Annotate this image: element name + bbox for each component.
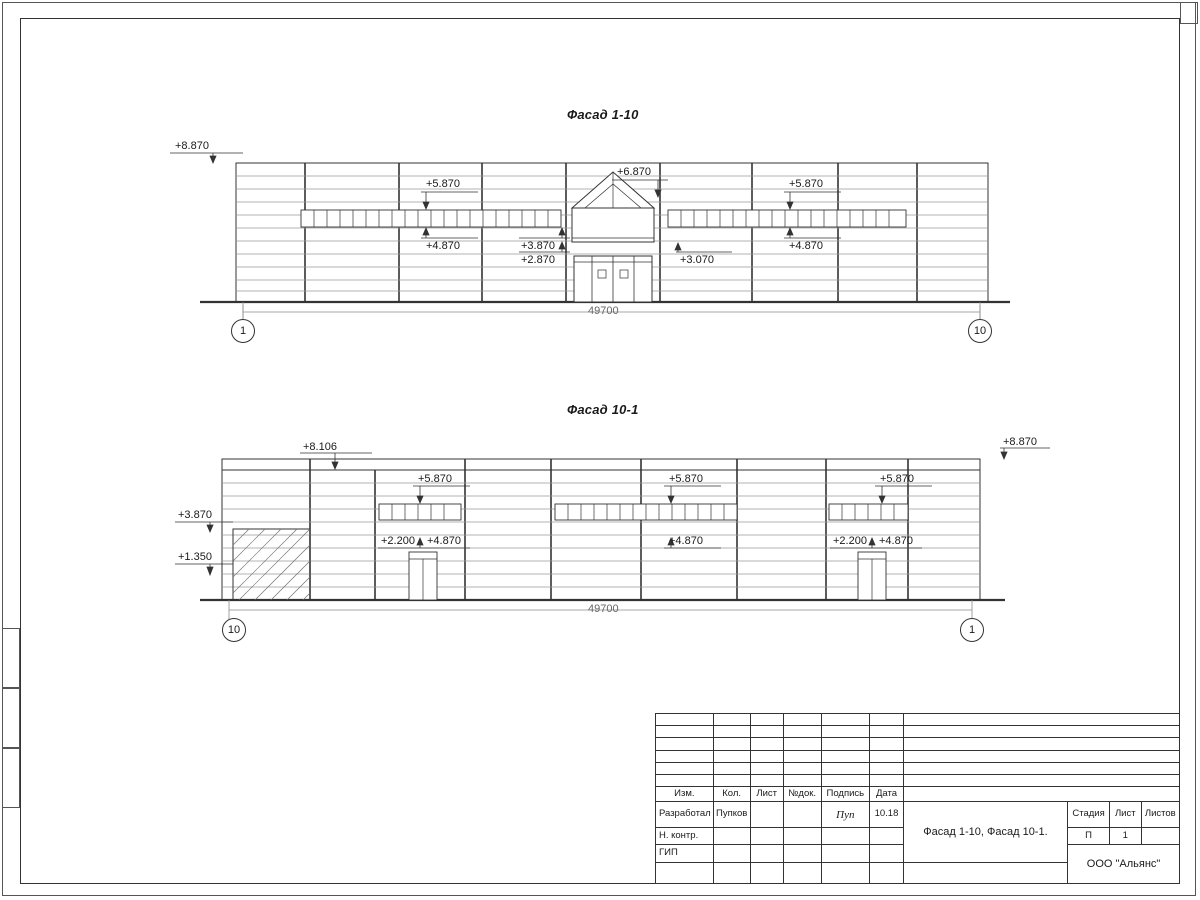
tb-signature-developer: Пуп [821,802,870,827]
elevation-label: +5.870 [789,178,823,190]
elevation-label: +3.870 [178,509,212,521]
elevation-label: +2.200 [833,535,867,547]
tb-blank [713,775,750,787]
tb-blank [903,750,1179,762]
tb-blank [750,827,783,844]
tb-blank [656,750,714,762]
axis-marker-right: 1 [960,618,984,642]
tb-blank [783,714,821,726]
tb-blank [750,845,783,862]
overall-length-label: 49700 [588,603,619,615]
tb-blank [750,750,783,762]
tb-role-developer: Разработал [656,802,714,827]
tb-role-normcontrol: Н. контр. [656,827,714,844]
elevation-label: +4.870 [426,240,460,252]
facade-top-title: Фасад 1-10 [567,107,639,122]
elevation-label: +5.870 [418,473,452,485]
tb-blank [783,827,821,844]
tb-blank [783,862,821,883]
tb-role-gip: ГИП [656,845,714,862]
elevation-label: +3.070 [680,254,714,266]
title-block [655,713,1180,884]
tb-blank [821,845,870,862]
elevation-label: +5.870 [880,473,914,485]
tb-header-lists: Листов [1141,802,1179,827]
tb-blank [656,762,714,774]
tb-name-developer: Пупков [713,802,750,827]
tb-blank [870,827,904,844]
tb-blank [783,738,821,750]
tb-blank [750,802,783,827]
tb-blank [903,762,1179,774]
elevation-label: +5.870 [426,178,460,190]
tb-blank [870,750,904,762]
tb-blank [870,775,904,787]
tb-blank [821,827,870,844]
elevation-label: +8.106 [303,441,337,453]
tb-blank [750,762,783,774]
elevation-label: +1.350 [178,551,212,563]
tb-blank [870,845,904,862]
tb-blank [656,775,714,787]
facade-bottom-title: Фасад 10-1 [567,402,639,417]
tb-blank [656,862,714,883]
tb-blank [656,714,714,726]
tb-name-normcontrol [713,827,750,844]
tb-list-value: 1 [1109,827,1141,844]
tb-name-gip [713,845,750,862]
tb-blank [750,714,783,726]
tb-blank [750,738,783,750]
tb-blank [656,738,714,750]
tb-header-data: Дата [870,787,904,802]
tb-header-list: Лист [1109,802,1141,827]
tb-blank [783,726,821,738]
tb-blank [903,726,1179,738]
tb-header-podpis: Подпись [821,787,870,802]
elevation-label: +2.870 [521,254,555,266]
tb-blank [713,726,750,738]
axis-marker-left: 1 [231,319,255,343]
tb-lists-value [1141,827,1179,844]
elevation-label: +3.870 [521,240,555,252]
tb-blank [870,726,904,738]
tb-blank [903,714,1179,726]
tb-header-kol: Кол. [713,787,750,802]
elevation-label: +6.870 [617,166,651,178]
tb-blank [821,862,870,883]
tb-header-list: Лист [750,787,783,802]
tb-header-stage: Стадия [1068,802,1110,827]
axis-marker-right: 10 [968,319,992,343]
tb-blank [903,787,1179,802]
tb-blank [870,738,904,750]
tb-header-izm: Изм. [656,787,714,802]
tb-blank [870,862,904,883]
tb-blank [821,726,870,738]
tb-blank [783,762,821,774]
elevation-label: +8.870 [175,140,209,152]
tb-blank [656,726,714,738]
tb-sheet-name: Фасад 1-10, Фасад 10-1. [903,802,1067,862]
tb-blank [750,862,783,883]
tb-blank [713,762,750,774]
tb-header-ndok: №док. [783,787,821,802]
elevation-label: +4.870 [669,535,703,547]
axis-marker-left: 10 [222,618,246,642]
tb-blank [783,845,821,862]
tb-blank [903,862,1067,883]
elevation-label: +8.870 [1003,436,1037,448]
tb-blank [713,862,750,883]
elevation-label: +5.870 [669,473,703,485]
tb-blank [870,762,904,774]
tb-blank [750,775,783,787]
tb-blank [713,750,750,762]
tb-blank [821,775,870,787]
tb-date-developer: 10.18 [870,802,904,827]
tb-blank [783,750,821,762]
tb-blank [713,714,750,726]
tb-stage-value: П [1068,827,1110,844]
elevation-label: +2.200 [381,535,415,547]
tb-blank [713,738,750,750]
tb-blank [783,775,821,787]
tb-blank [821,750,870,762]
elevation-label: +4.870 [879,535,913,547]
tb-blank [903,775,1179,787]
tb-blank [821,762,870,774]
tb-blank [750,726,783,738]
elevation-label: +4.870 [427,535,461,547]
tb-company: ООО "Альянс" [1068,845,1180,884]
elevation-label: +4.870 [789,240,823,252]
tb-blank [821,714,870,726]
tb-blank [870,714,904,726]
tb-blank [903,738,1179,750]
overall-length-label: 49700 [588,305,619,317]
tb-blank [783,802,821,827]
tb-blank [821,738,870,750]
